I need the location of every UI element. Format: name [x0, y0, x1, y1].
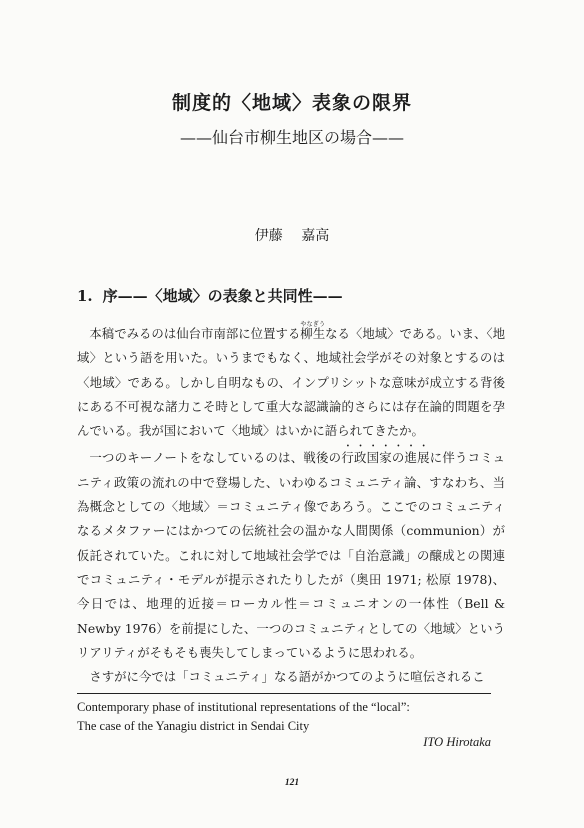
section-number: 1.	[77, 287, 93, 305]
furigana-yanagiu	[300, 321, 326, 341]
english-title-line-2: The case of the Yanagiu district in Sendai City	[77, 719, 310, 733]
paper-subtitle: ——仙台市柳生地区の場合——	[179, 128, 404, 147]
paragraph-2-text-a: 一つのキーノートをなしているのは、戦後の	[89, 450, 342, 466]
section-title: 序——〈地域〉の表象と共同性——	[102, 287, 343, 305]
paragraph-3: さすがに今では「コミュニティ」なる語がかつてのように喧伝されるこ	[89, 669, 485, 685]
ruby-base: 柳生	[300, 326, 326, 341]
page-number: 121	[284, 778, 300, 788]
footnote-divider	[77, 693, 491, 694]
paragraph-1-text-b: なる〈地域〉である。いま、〈地域〉という語を用いた。いうまでもなく、地域社会学がその対象とするのは〈地域〉である。しかし自明なもの、インプリシットな意味が成立する背後にある不可視な諸力こそ時として重大な認識論的さらには存在論的問題を孕んでいる。我が国において〈地域〉はいかに語られてきたか。	[77, 326, 505, 439]
paragraph-2-text-b: に伴うコミュニティ政策の流れの中で登場した、いわゆるコミュニティ論、すなわち、当為概念としての〈地域〉＝コミュニティ像であろう。ここでのコミュニティなるメタファーにはかつての伝統社会の温かな人間関係（communion）が仮託されていた。これに対して地域社会学では「自治意識」の醸成との関連でコミュニティ・モデルが提示されたりしたが（奥田 1971; 松原 1978)、今日では、地理的近接＝ローカル性＝コミュニオンの一体性（Bell & Newby 1976）を前提にした、一つのコミュニティとしての〈地域〉というリアリティがそもそも喪失してしまっているように思われる。	[77, 450, 505, 660]
paper-title: 制度的〈地域〉表象の限界	[171, 92, 412, 114]
section-heading	[77, 285, 343, 306]
ruby-text: やなぎう	[300, 321, 326, 328]
emphasis-dots-text: 行政国家の進展	[341, 450, 430, 466]
author-name: 伊藤 嘉高	[254, 228, 330, 244]
body-text	[77, 321, 505, 689]
english-title	[77, 698, 410, 736]
paragraph-2	[77, 443, 505, 665]
english-title-line-1: Contemporary phase of institutional representations of the “local”:	[77, 700, 410, 714]
paragraph-1	[77, 321, 505, 443]
paragraph-1-text-a: 本稿でみるのは仙台市南部に位置する	[89, 326, 301, 341]
english-author: ITO Hirotaka	[423, 735, 491, 749]
